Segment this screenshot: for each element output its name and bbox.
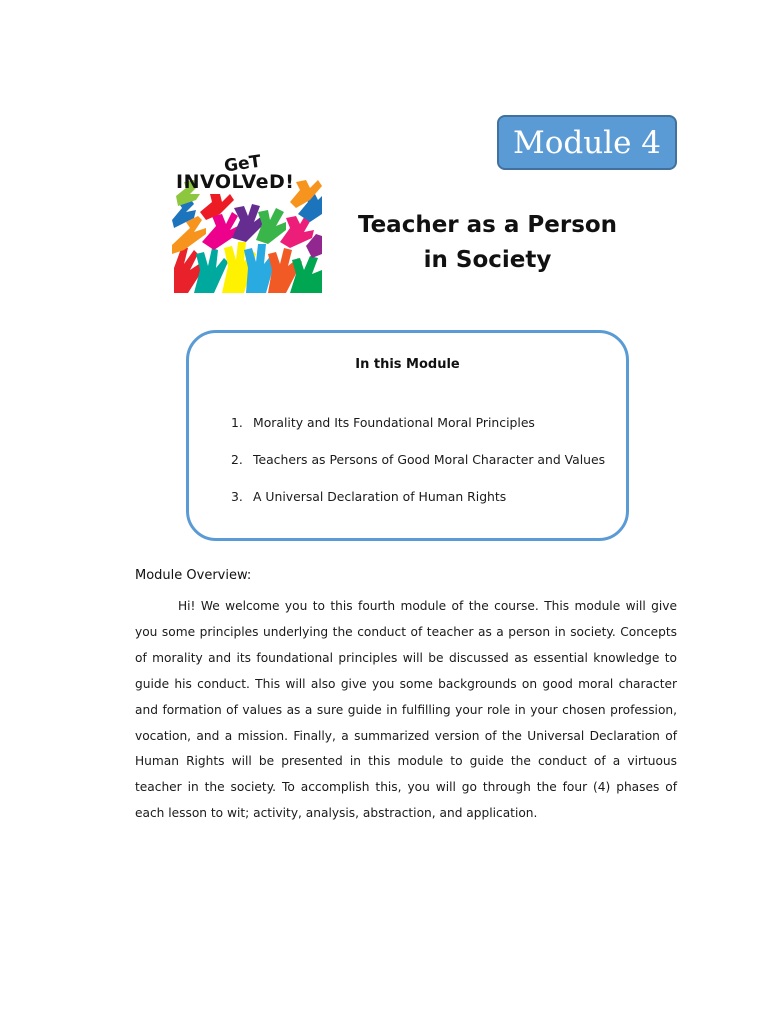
svg-text:INVOLVeD!: INVOLVeD! — [176, 171, 295, 193]
list-item-text: Teachers as Persons of Good Moral Character and Values — [253, 452, 606, 467]
list-item-text: Morality and Its Foundational Moral Principles — [253, 415, 535, 430]
in-this-module-box — [186, 330, 629, 541]
topic-list — [231, 415, 605, 526]
svg-text:GeT: GeT — [222, 151, 263, 177]
page-title — [345, 208, 630, 278]
get-involved-hands-illustration — [172, 150, 322, 293]
title-line-1: Teacher as a Person — [357, 212, 618, 238]
list-item — [231, 452, 605, 489]
list-item — [231, 415, 605, 452]
list-item-number: 3. — [231, 489, 243, 504]
title-line-2: in Society — [423, 247, 552, 273]
list-item-text: A Universal Declaration of Human Rights — [253, 489, 507, 504]
module-number-badge: Module 4 — [497, 115, 677, 170]
in-this-module-heading: In this Module — [355, 357, 460, 372]
list-item — [231, 489, 605, 526]
module-overview-heading: Module Overview: — [135, 568, 252, 583]
list-item-number: 2. — [231, 452, 243, 467]
list-item-number: 1. — [231, 415, 243, 430]
module-overview-paragraph: Hi! We welcome you to this fourth module of the course. This module will give you some principles underlying the conduct of teacher as a person in society. Concepts of morality and its foundational principles will be discussed as essential knowledge to guide his conduct. This will also give you some backgrounds on good moral character and formation of values as a sure guide in fulfilling your role in your chosen profession, vocation, and a mission. Finally, a summarized version of the Universal Declaration of Human Rights will be presented in this module to guide the conduct of a virtuous teacher in the society. To accomplish this, you will go through the four (4) phases of each lesson to wit; activity, analysis, abstraction, and application. — [135, 599, 677, 821]
